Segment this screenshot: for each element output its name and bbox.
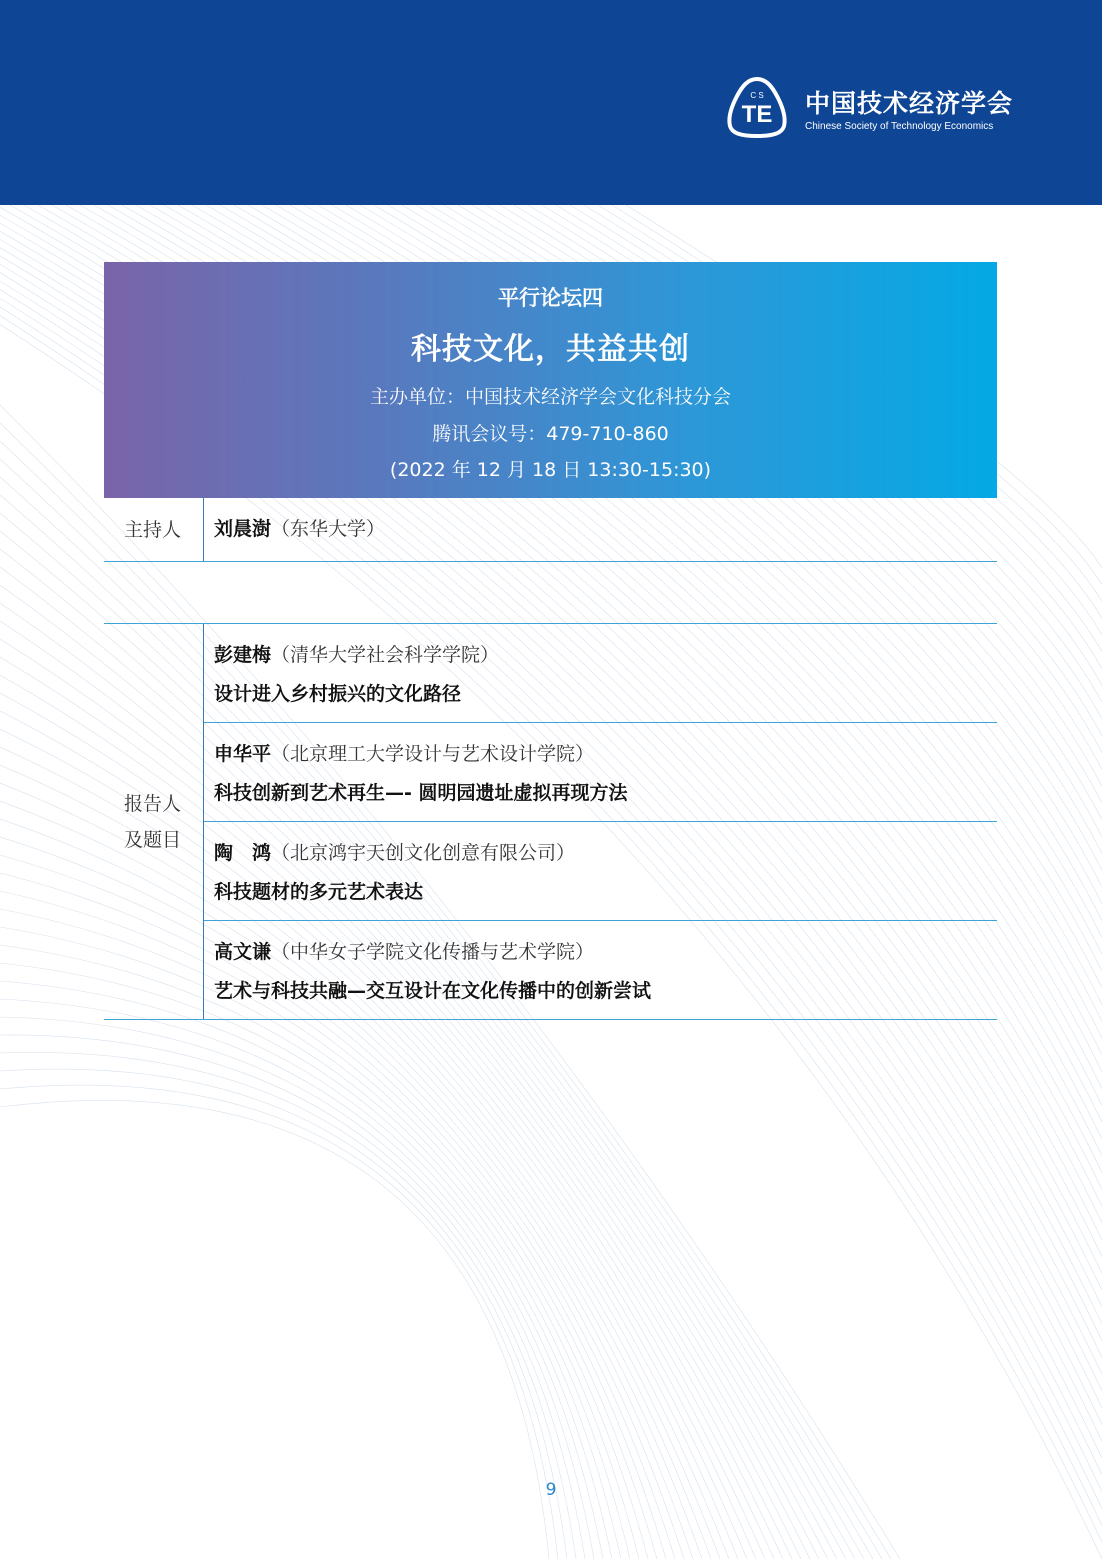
- host-entry: [214, 514, 385, 541]
- org-name-en: Chinese Society of Technology Economics: [805, 121, 994, 132]
- speaker-name: 陶 鸿: [214, 842, 272, 864]
- host-label: 主持人: [124, 519, 182, 541]
- report-topic: 科技题材的多元艺术表达: [214, 881, 424, 903]
- org-name-cn: 中国技术经济学会: [805, 89, 1014, 118]
- speaker-name: 彭建梅: [214, 644, 272, 666]
- row-divider: [204, 821, 997, 822]
- svg-text:TE: TE: [741, 101, 773, 128]
- forum-subtitle: 平行论坛四: [498, 286, 603, 310]
- forum-banner: [104, 262, 997, 498]
- reports-label-line1: 报告人: [124, 793, 182, 815]
- host-name: 刘晨澍: [214, 518, 272, 540]
- row-divider: [104, 1019, 997, 1020]
- speaker-name: 高文谦: [214, 941, 272, 963]
- report-item: [214, 640, 984, 706]
- host-affiliation: （东华大学）: [271, 518, 386, 540]
- program-table: [104, 498, 997, 1020]
- forum-organizer: 主办单位：中国技术经济学会文化科技分会: [369, 386, 731, 408]
- org-logo: [726, 72, 1014, 142]
- speaker-affiliation: （清华大学社会科学学院）: [271, 644, 500, 666]
- reports-label: [104, 786, 204, 858]
- report-topic: 科技创新到艺术再生—- 圆明园遗址虚拟再现方法: [214, 782, 628, 804]
- page-number: 9: [545, 1480, 557, 1500]
- row-divider: [204, 920, 997, 921]
- speaker-name: 申华平: [214, 743, 272, 765]
- report-topic: 艺术与科技共融—交互设计在文化传播中的创新尝试: [214, 980, 652, 1002]
- reports-label-line2: 及题目: [124, 829, 182, 851]
- page-header: [0, 0, 1102, 205]
- svg-text:C S: C S: [750, 91, 764, 100]
- forum-meeting-id: 腾讯会议号：479-710-860: [432, 423, 669, 445]
- row-divider: [104, 623, 997, 624]
- speaker-affiliation: （北京理工大学设计与艺术设计学院）: [271, 743, 595, 765]
- report-item: [214, 838, 984, 904]
- report-topic: 设计进入乡村振兴的文化路径: [214, 683, 462, 705]
- speaker-affiliation: （中华女子学院文化传播与艺术学院）: [271, 941, 595, 963]
- report-item: [214, 739, 984, 805]
- background-curve: [0, 963, 621, 1559]
- cste-shield-logo-icon: [726, 76, 788, 138]
- background-curve: [0, 981, 612, 1559]
- row-divider: [104, 561, 997, 562]
- forum-title: 科技文化，共益共创: [411, 332, 690, 367]
- speaker-affiliation: （北京鸿宇天创文化创意有限公司）: [271, 842, 576, 864]
- background-curve: [0, 999, 603, 1559]
- report-item: [214, 937, 984, 1003]
- row-divider: [204, 722, 997, 723]
- forum-datetime: (2022 年 12 月 18 日 13:30-15:30): [389, 459, 712, 481]
